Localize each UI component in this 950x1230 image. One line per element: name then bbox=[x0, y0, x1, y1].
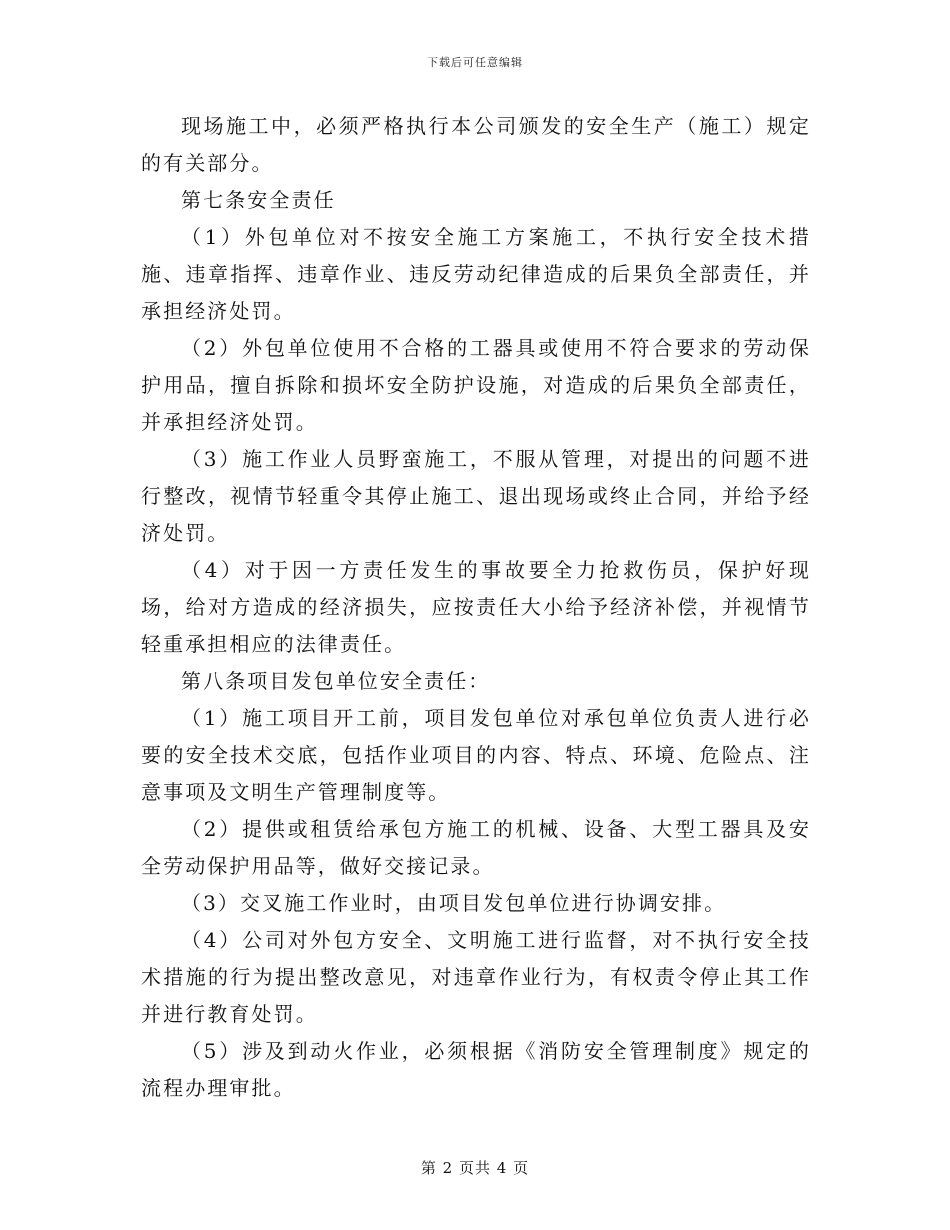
page-footer: 第 2 页共 4 页 bbox=[420, 1159, 530, 1177]
paragraph: （2）提供或租赁给承包方施工的机械、设备、大型工器具及安全劳动保护用品等，做好交接记录。 bbox=[141, 817, 811, 878]
paragraph: 现场施工中，必须严格执行本公司颁发的安全生产（施工）规定的有关部分。 bbox=[141, 114, 811, 175]
paragraph: （2）外包单位使用不合格的工器具或使用不符合要求的劳动保护用品，擅自拆除和损坏安全防护设施，对造成的后果负全部责任，并承担经济处罚。 bbox=[141, 336, 811, 434]
paragraph: （4）公司对外包方安全、文明施工进行监督，对不执行安全技术措施的行为提出整改意见，对违章作业行为，有权责令停止其工作并进行教育处罚。 bbox=[141, 928, 811, 1026]
section-heading: 第七条安全责任 bbox=[181, 188, 336, 212]
section-heading: 第八条项目发包单位安全责任： bbox=[181, 669, 491, 693]
paragraph: （1）施工项目开工前，项目发包单位对承包单位负责人进行必要的安全技术交底，包括作业项目的内容、特点、环境、危险点、注意事项及文明生产管理制度等。 bbox=[141, 706, 811, 804]
document-body bbox=[141, 108, 811, 1107]
paragraph: （4）对于因一方责任发生的事故要全力抢救伤员，保护好现场，给对方造成的经济损失，应按责任大小给予经济补偿，并视情节轻重承担相应的法律责任。 bbox=[141, 558, 811, 656]
paragraph: （5）涉及到动火作业，必须根据《消防安全管理制度》规定的流程办理审批。 bbox=[141, 1039, 811, 1100]
page-header: 下载后可任意编辑 bbox=[427, 56, 523, 69]
paragraph: （3）施工作业人员野蛮施工，不服从管理，对提出的问题不进行整改，视情节轻重令其停止施工、退出现场或终止合同，并给予经济处罚。 bbox=[141, 447, 811, 545]
paragraph: （3）交叉施工作业时，由项目发包单位进行协调安排。 bbox=[181, 891, 727, 915]
paragraph: （1）外包单位对不按安全施工方案施工，不执行安全技术措施、违章指挥、违章作业、违反劳动纪律造成的后果负全部责任，并承担经济处罚。 bbox=[141, 225, 811, 323]
